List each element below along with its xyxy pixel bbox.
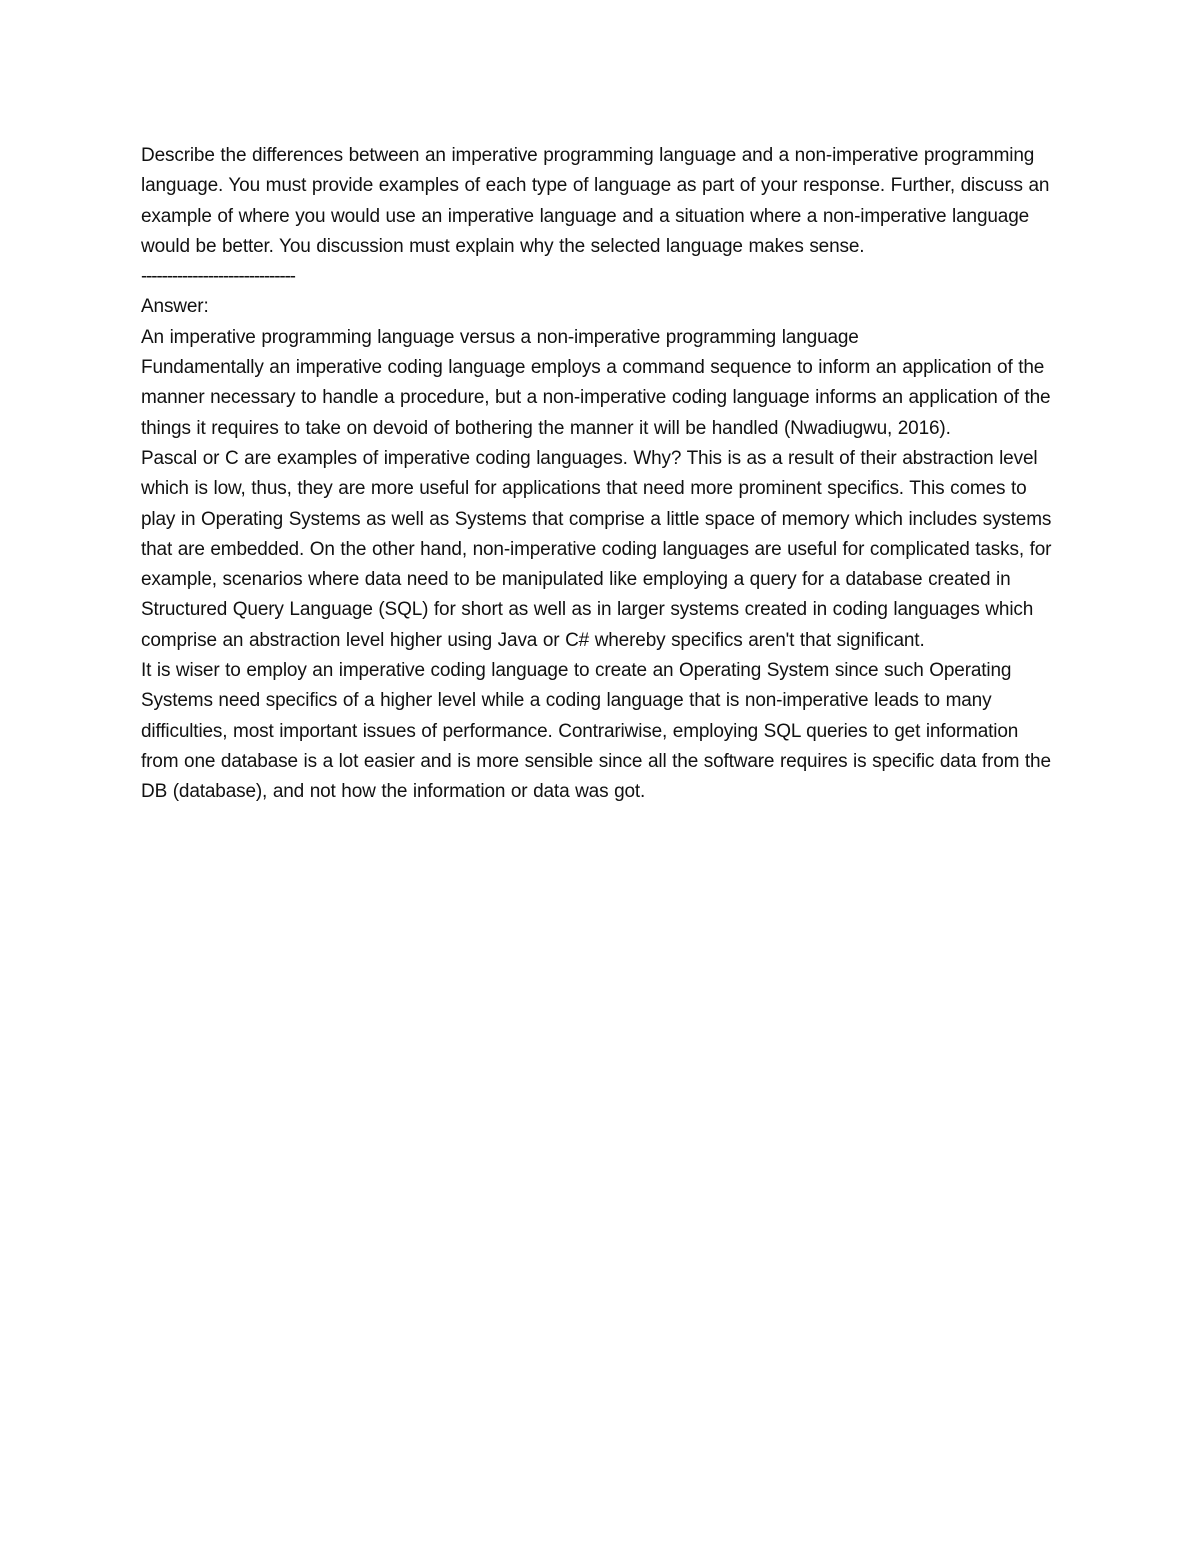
- question-text: Describe the differences between an imperative programming language and a non-imperative programming language. You must provide examples of each type of language as part of your response. Further, discuss an example of where you would use an imperative language and a situation where a non-imperative language would be better. You discussion must explain why the selected language makes sense.: [141, 145, 1050, 257]
- answer-label: Answer:: [141, 296, 209, 318]
- answer-paragraph: Pascal or C are examples of imperative coding languages. Why? This is as a result of their abstraction level which is low, thus, they are more useful for applications that need more prominent specifics. This comes to play in Operating Systems as well as Systems that comprise a little space of memory which includes systems that are embedded. On the other hand, non-imperative coding languages are useful for complicated tasks, for example, scenarios where data need to be manipulated like employing a query for a database created in Structured Query Language (SQL) for short as well as in larger systems created in coding languages which comprise an abstraction level higher using Java or C# whereby specifics aren't that significant.: [141, 447, 1052, 651]
- answer-paragraph: Fundamentally an imperative coding language employs a command sequence to inform an application of the manner necessary to handle a procedure, but a non-imperative coding language informs an application of the things it requires to take on devoid of bothering the manner it will be handled (Nwadiugwu, 2016).: [141, 357, 1051, 439]
- document-body: [141, 141, 1061, 808]
- answer-paragraph: It is wiser to employ an imperative coding language to create an Operating System since such Operating Systems need specifics of a higher level while a coding language that is non-imperative leads to many difficulties, most important issues of performance. Contrariwise, employing SQL queries to get information from one database is a lot easier and is more sensible since all the software requires is specific data from the DB (database), and not how the information or data was got.: [141, 660, 1051, 803]
- divider-line: ------------------------------: [141, 266, 295, 288]
- answer-heading: An imperative programming language versus a non-imperative programming language: [141, 326, 859, 348]
